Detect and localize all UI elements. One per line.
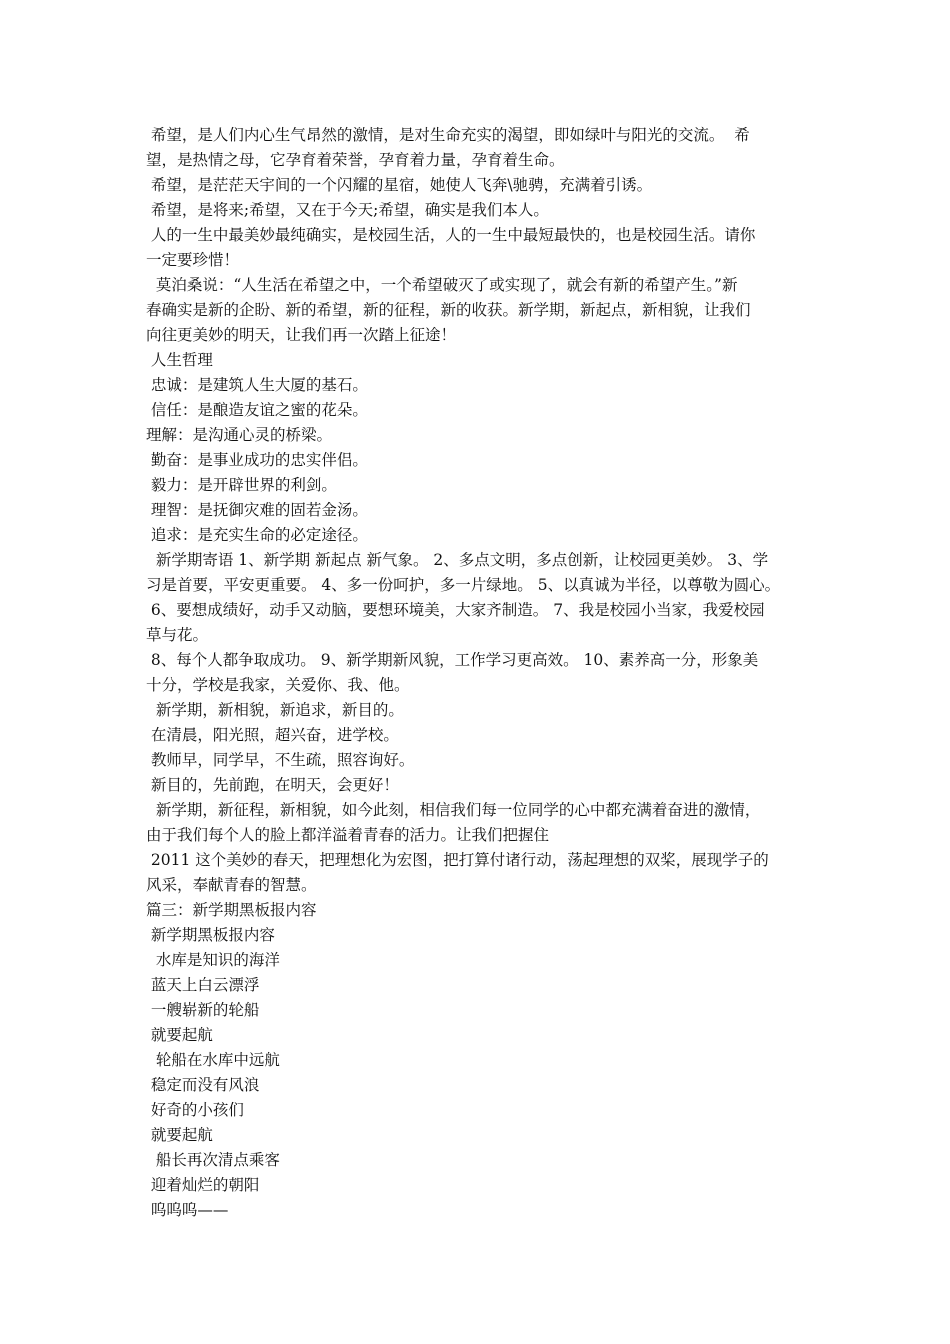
poem-line: 船长再次清点乘客 [146, 1151, 280, 1169]
poem-line: 就要起航 [146, 1026, 213, 1044]
text-line: 新学期，新相貌，新追求，新目的。 [146, 701, 404, 719]
poem-line: 蓝天上白云漂浮 [146, 976, 260, 994]
text-line: 希望，是将来;希望，又在于今天;希望，确实是我们本人。 [146, 201, 549, 219]
text-line: 教师早，同学早，不生疏，照容询好。 [146, 751, 415, 769]
text-line: 在清晨，阳光照，超兴奋，进学校。 [146, 726, 399, 744]
text-line: 草与花。 [146, 626, 209, 644]
text-line: 十分，学校是我家，关爱你、我、他。 [146, 676, 410, 694]
text-line: 希望，是人们内心生气昂然的激情，是对生命充实的渴望，即如绿叶与阳光的交流。 希 [146, 126, 750, 144]
text-line: 向往更美妙的明天，让我们再一次踏上征途！ [146, 326, 457, 344]
text-line: 新学期黑板报内容 [146, 926, 275, 944]
text-line: 理智：是抚御灾难的固若金汤。 [146, 501, 368, 519]
poem-line: 一艘崭新的轮船 [146, 1001, 260, 1019]
text-line: 信任：是酿造友谊之蜜的花朵。 [146, 401, 368, 419]
poem-line: 稳定而没有风浪 [146, 1076, 260, 1094]
poem-line: 轮船在水库中远航 [146, 1051, 280, 1069]
poem-line: 水库是知识的海洋 [146, 951, 280, 969]
text-line: 习是首要，平安更重要。 4、多一份呵护，多一片绿地。 5、以真诚为半径，以尊敬为圆心。 [146, 576, 781, 594]
text-line: 人的一生中最美妙最纯确实，是校园生活，人的一生中最短最快的，也是校园生活。请你 [146, 226, 756, 244]
text-line: 理解：是沟通心灵的桥梁。 [146, 426, 333, 444]
text-line: 风采，奉献青春的智慧。 [146, 876, 317, 894]
text-line: 忠诚：是建筑人生大厦的基石。 [146, 376, 368, 394]
text-line: 由于我们每个人的脸上都洋溢着青春的活力。让我们把握住 [146, 826, 550, 844]
section-heading: 篇三：新学期黑板报内容 [146, 901, 317, 919]
text-line: 春确实是新的企盼、新的希望，新的征程，新的收获。新学期，新起点，新相貌，让我们 [146, 301, 751, 319]
poem-line: 好奇的小孩们 [146, 1101, 244, 1119]
text-line: 新学期寄语 1、新学期 新起点 新气象。 2、多点文明，多点创新，让校园更美妙。 3、学 [146, 551, 769, 569]
poem-line: 就要起航 [146, 1126, 213, 1144]
text-line: 莫泊桑说：“人生活在希望之中，一个希望破灭了或实现了，就会有新的希望产生。”新 [146, 276, 738, 294]
text-line: 一定要珍惜！ [146, 251, 240, 269]
section-heading: 人生哲理 [146, 351, 213, 369]
poem-line: 呜呜呜—— [146, 1201, 229, 1219]
text-line: 希望，是茫茫天宇间的一个闪耀的星宿，她使人飞奔\驰骋，充满着引诱。 [146, 176, 653, 194]
text-line: 望，是热情之母，它孕育着荣誉，孕育着力量，孕育着生命。 [146, 151, 565, 169]
text-line: 新目的，先前跑，在明天，会更好！ [146, 776, 399, 794]
text-line: 勤奋：是事业成功的忠实伴侣。 [146, 451, 368, 469]
document-body [146, 123, 814, 1223]
text-line: 8、每个人都争取成功。 9、新学期新风貌，工作学习更高效。 10、素养高一分，形象美 [146, 651, 759, 669]
text-line: 新学期，新征程，新相貌，如今此刻，相信我们每一位同学的心中都充满着奋进的激情， [146, 801, 761, 819]
text-line: 6、要想成绩好，动手又动脑，要想环境美，大家齐制造。 7、我是校园小当家，我爱校园 [146, 601, 765, 619]
text-line: 追求：是充实生命的必定途径。 [146, 526, 368, 544]
text-line: 2011 这个美妙的春天，把理想化为宏图，把打算付诸行动，荡起理想的双桨，展现学子的 [146, 851, 769, 869]
poem-line: 迎着灿烂的朝阳 [146, 1176, 260, 1194]
text-line: 毅力：是开辟世界的利剑。 [146, 476, 337, 494]
